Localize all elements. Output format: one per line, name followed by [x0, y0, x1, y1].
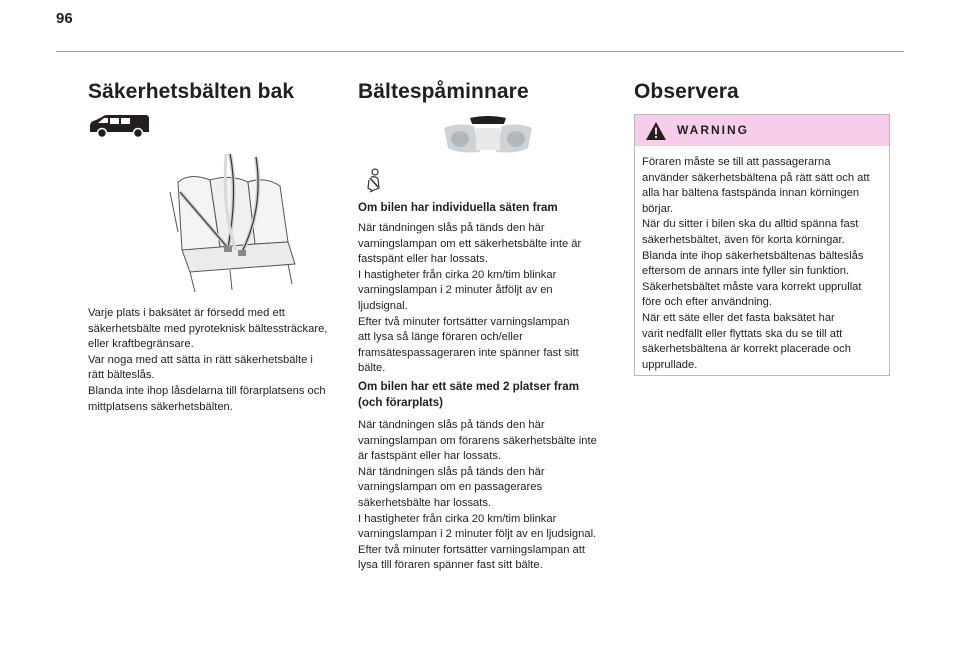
rear-seatbelts-section	[88, 80, 342, 413]
warning-triangle-icon	[645, 121, 667, 141]
two-seat-bench-text: När tändningen slås på tänds den här varningslampan om förarens säkerhetsbälte inte är fastspänt eller har lossats. När tändningen slås på tänds den här varningslampan om en passagerares säkerhetsbälte har lossats. I hastigheter från cirka 20 km/tim blinkar varningslampan i 2 minuter följt av en ljudsignal. Efter två minuter fortsätter varningslampan att lysa till föraren spänner fast sitt bälte.	[358, 419, 597, 572]
observe-heading: Observera	[634, 80, 739, 103]
rear-seatbelts-heading: Säkerhetsbälten bak	[88, 80, 295, 103]
header-divider	[56, 51, 904, 52]
observe-section	[634, 80, 890, 371]
seatbelt-reminder-heading: Bältespåminnare	[358, 80, 529, 103]
page-number: 96	[56, 10, 73, 27]
instrument-cluster-icon	[440, 114, 536, 156]
warning-label: WARNING	[677, 123, 749, 137]
two-seat-bench-subheading: Om bilen har ett säte med 2 platser fram (och förarplats)	[358, 380, 580, 409]
individual-seats-text: När tändningen slås på tänds den här varningslampan om ett säkerhetsbälte inte är fastspänt eller har lossats. I hastigheter från cirka 20 km/tim blinkar varningslampan i 2 minuter åtföljt av en ljudsignal. Efter två minuter fortsätter varningslampan att lysa så länge föraren och/eller framsätespassageraren inte spänner fast sitt bälte.	[358, 222, 582, 375]
warning-text: Föraren måste se till att passagerarna använder säkerhetsbältena på rätt sätt och att alla har bältena fastspända innan körningen börjar. När du sitter i bilen ska du alltid spänna fast säkerhetsbältet, även för korta körningar. Blanda inte ihop säkerhetsbältenas bälteslås eftersom de annars inte fyller sin funktion. Säkerhetsbältet måste vara korrekt upprullat före och efter användning. När ett säte eller det fasta baksätet har varit nedfällt eller flyttats ska du se till att säkerhetsbältena är korrekt placerade och upprullade.	[642, 156, 870, 371]
van-side-icon	[88, 113, 150, 139]
rear-seat-belts-illustration	[160, 152, 310, 302]
seatbelt-reminder-section	[358, 80, 616, 572]
individual-seats-subheading: Om bilen har individuella säten fram	[358, 201, 558, 214]
warning-box	[634, 114, 890, 376]
warning-header	[635, 115, 889, 146]
rear-seatbelts-text: Varje plats i baksätet är försedd med ett säkerhetsbälte med pyroteknisk bältessträckare, eller kraftbegränsare. Var noga med att sätta in rätt säkerhetsbälte i rätt bälteslås. Blanda inte ihop låsdelarna till förarplatsens och mittplatsens säkerhetsbälten.	[88, 307, 328, 413]
seatbelt-warning-icon	[364, 168, 384, 194]
